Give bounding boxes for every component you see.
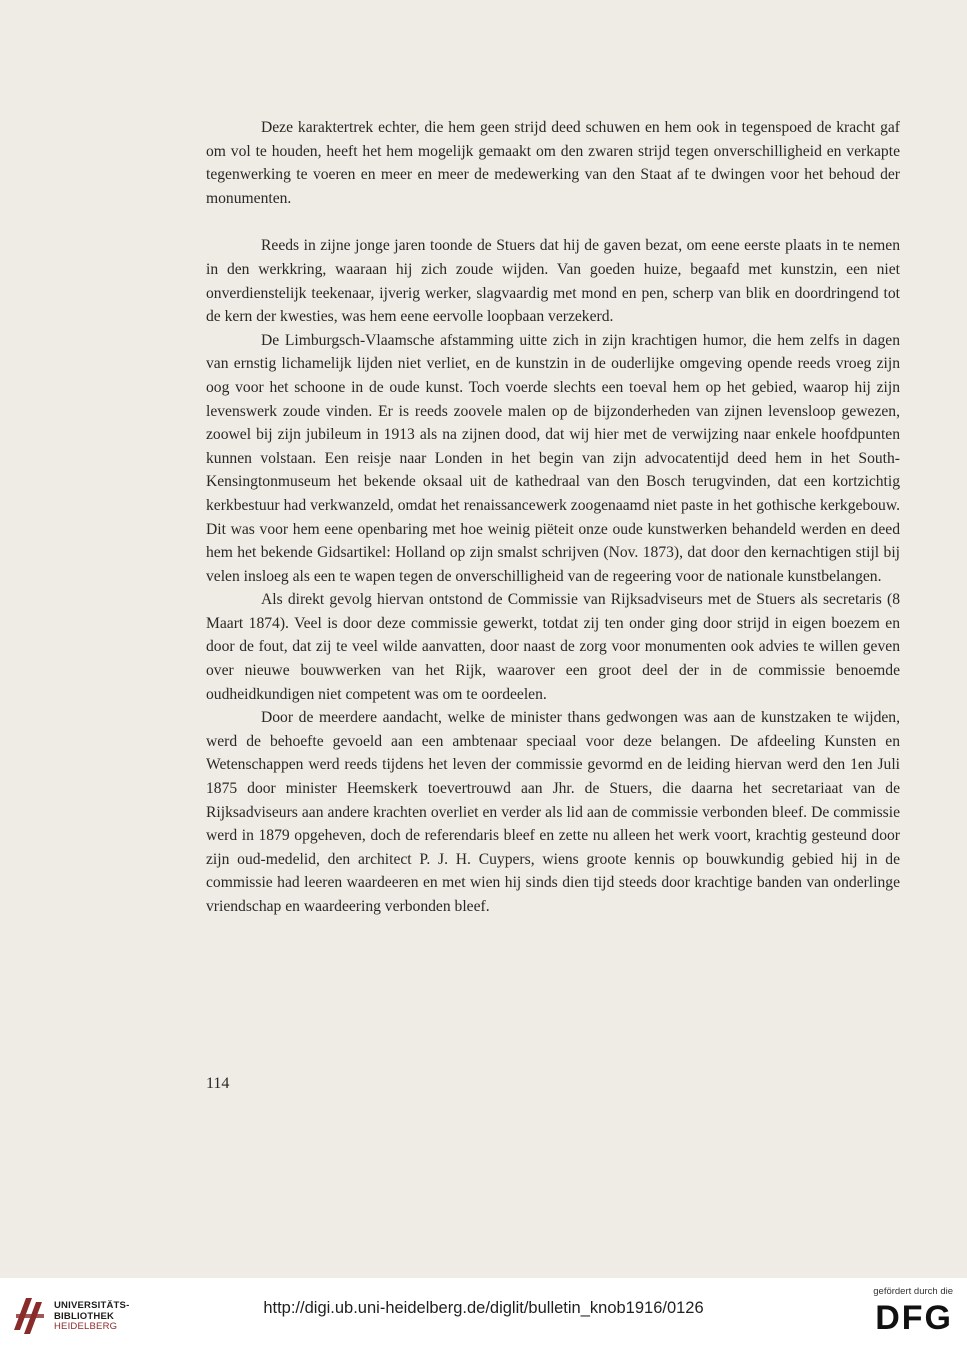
paragraph-4: Als direkt gevolg hiervan ontstond de Commissie van Rijksadviseurs met de Stuers als secretaris (8 Maart 1874). Veel is door deze commissie gewerkt, totdat zij ten onder ging door strijd in eigen boezem en door de fout, dat zij te veel wilde aanvatten, door naast de zorg voor monumenten ook advies te willen geven over nieuwe bouwwerken van het Rijk, waarover een groot deel der in de commissie benoemde oudheidkundigen niet competent was om te oordeelen. bbox=[206, 591, 900, 703]
paragraph-2: Reeds in zijne jonge jaren toonde de Stuers dat hij de gaven bezat, om eene eerste plaats in te nemen in den werkkring, waaraan hij zich zoude wijden. Van goeden huize, begaafd met kunstzin, een niet onverdienstelijk teekenaar, ijverig werker, slagvaardig met mond en pen, scherp van blik en doordringend tot de kern der kwesties, was hem eene eervolle loopbaan verzekerd. bbox=[206, 237, 900, 326]
paragraph-1: Deze karaktertrek echter, die hem geen strijd deed schuwen en hem ook in tegenspoed de kracht gaf om vol te houden, heeft het hem mogelijk gemaakt om den zwaren strijd tegen onverschilligheid en verkapte tegenwerking te voeren en meer en meer de medewerking van den Staat af te dwingen voor het behoud der monumenten. bbox=[206, 119, 900, 207]
page-url-link[interactable]: http://digi.ub.uni-heidelberg.de/diglit/bulletin_knob1916/0126 bbox=[263, 1299, 704, 1317]
paragraph-3: De Limburgsch-Vlaamsche afstamming uitte zich in zijn krachtigen humor, die hem zelfs in dagen van ernstig lichamelijk lijden niet verliet, en de kunstzin in de ouderlijke omgeving opende reeds vroeg zijn oog voor het schoone in de oude kunst. Toch voerde slechts een toeval hem op het gebied, waarop hij zijn levenswerk zoude vinden. Er is reeds zoovele malen op de bijzonderheden van zijnen levensloop gewezen, zoowel bij zijn jubileum in 1913 als na zijnen dood, dat wij hier met de verwijzing naar enkele hoofdpunten kunnen volstaan. Een reisje naar Londen in het begin van zijn advocatentijd deed hem in het South-Kensingtonmuseum het bekende oksaal uit de kathedraal van den Bosch terugvinden, dat een kortzichtig kerkbestuur had verkwanzeld, omdat het renaissancewerk zoogenaamd niet paste in het gothische kerkgebouw. Dit was voor hem eene openbaring met hoe weinig piëteit onze oude kunstwerken behandeld werden en deed hem het bekende Gidsartikel: Holland op zijn smalst schrijven (Nov. 1873), dat door den kernachtigen stijl bij velen insloeg als een te wapen tegen de onverschilligheid van de regeering voor de nationale kunstbelangen. bbox=[206, 331, 900, 585]
dfg-logo: DFG bbox=[875, 1299, 953, 1337]
dfg-logo-block[interactable] bbox=[853, 1286, 953, 1337]
body-text bbox=[206, 116, 900, 919]
library-line-3: HEIDELBERG bbox=[54, 1321, 118, 1332]
page-number: 114 bbox=[206, 1075, 230, 1092]
library-line-1: UNIVERSITÄTS- bbox=[54, 1300, 130, 1311]
library-line-2: BIBLIOTHEK bbox=[54, 1310, 115, 1322]
viewer-footer bbox=[0, 1278, 967, 1349]
paragraph-5: Door de meerdere aandacht, welke de minister thans gedwongen was aan de kunstzaken te wijden, werd de behoefte gevoeld aan een ambtenaar speciaal voor deze belangen. De afdeeling Kunsten en Wetenschappen werd reeds tijdens het leven der commissie gevormd en de leiding hiervan werd den 1en Juli 1875 door minister Heemskerk toevertrouwd aan Jhr. de Stuers, die daarna het secretariaat van de Rijksadviseurs aan andere krachten overliet en verder als lid aan de commissie verbonden bleef. De commissie werd in 1879 opgeheven, doch de referendaris bleef en zette nu alleen het werk voort, krachtig gesteund door zijn oud-medelid, den architect P. J. H. Cuypers, wiens groote kennis op bouwkundig gebied hij in de commissie had leeren waardeeren en met wien hij sinds dien tijd steeds door krachtige banden van onderlinge vriendschap en waardeering verbonden bleef. bbox=[206, 709, 900, 915]
funded-by-caption: gefördert durch die bbox=[873, 1286, 953, 1297]
